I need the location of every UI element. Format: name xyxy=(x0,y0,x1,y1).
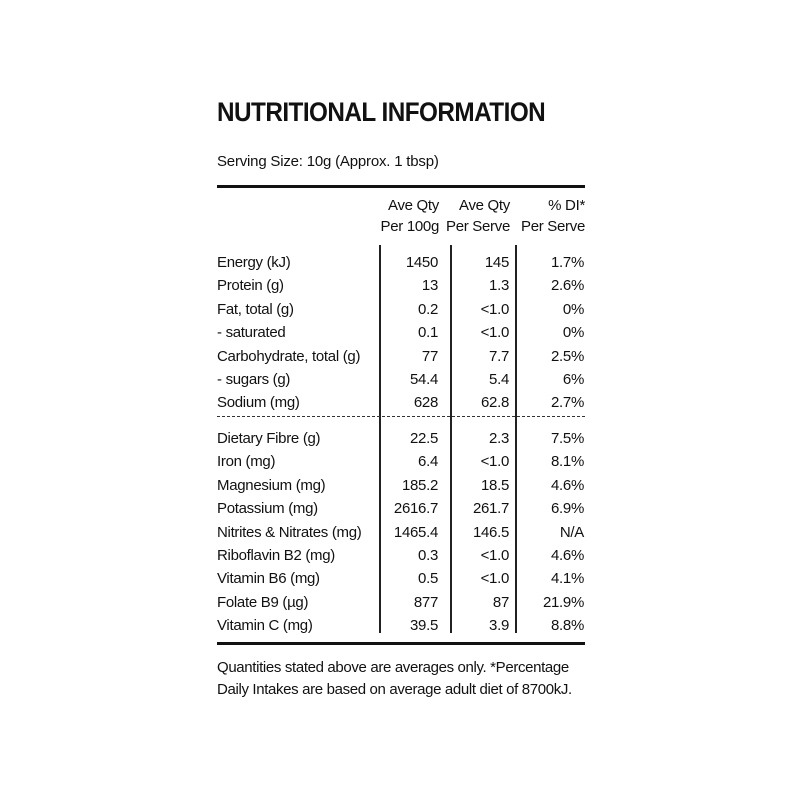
header-per-100g-line1: Ave Qty xyxy=(388,197,439,214)
qty-per-100g: 13 xyxy=(421,277,438,295)
qty-per-100g: 0.1 xyxy=(418,324,438,342)
nutrition-panel xyxy=(217,0,587,800)
qty-per-100g: 628 xyxy=(413,394,438,412)
qty-per-serve: 1.3 xyxy=(489,277,509,295)
qty-per-serve: 3.9 xyxy=(489,617,509,635)
qty-per-serve: 5.4 xyxy=(489,370,509,388)
qty-per-100g: 39.5 xyxy=(410,617,438,635)
table-row xyxy=(217,474,585,497)
table-row xyxy=(217,321,585,344)
qty-per-serve: 261.7 xyxy=(472,500,509,518)
percent-daily-intake: 2.7% xyxy=(551,394,584,412)
table-row xyxy=(217,427,585,450)
qty-per-serve: <1.0 xyxy=(480,546,509,564)
table-row xyxy=(217,567,585,590)
qty-per-serve: 87 xyxy=(492,593,509,611)
header-per-serve-line1: Ave Qty xyxy=(459,197,510,214)
nutrient-name: Fat, total (g) xyxy=(217,300,294,318)
nutrient-group-micro xyxy=(217,427,585,638)
qty-per-100g: 77 xyxy=(421,347,438,365)
qty-per-serve: 145 xyxy=(484,254,509,271)
table-row xyxy=(217,521,585,544)
serving-size: Serving Size: 10g (Approx. 1 tbsp) xyxy=(217,153,439,170)
qty-per-serve: <1.0 xyxy=(480,453,509,471)
percent-daily-intake: 2.5% xyxy=(551,347,584,365)
qty-per-100g: 2616.7 xyxy=(393,500,438,518)
qty-per-100g: 1465.4 xyxy=(393,523,438,541)
top-rule xyxy=(217,185,585,188)
percent-daily-intake: 0% xyxy=(562,300,584,318)
table-row xyxy=(217,368,585,391)
nutrient-group-main xyxy=(217,251,585,415)
table-row xyxy=(217,544,585,567)
table-row xyxy=(217,298,585,321)
header-percent-di-line1: % DI* xyxy=(548,197,585,214)
nutrient-name: Potassium (mg) xyxy=(217,500,318,518)
header-percent-di xyxy=(510,195,585,237)
nutrient-name: - sugars (g) xyxy=(217,370,291,388)
qty-per-100g: 0.2 xyxy=(418,300,438,318)
table-row xyxy=(217,591,585,614)
qty-per-100g: 22.5 xyxy=(410,430,438,447)
qty-per-serve: 18.5 xyxy=(481,476,509,494)
dashed-divider xyxy=(217,416,585,417)
percent-daily-intake: 8.1% xyxy=(551,453,584,471)
percent-daily-intake: 8.8% xyxy=(551,617,584,635)
nutrient-name: - saturated xyxy=(217,324,286,342)
percent-daily-intake: 0% xyxy=(562,324,584,342)
qty-per-serve: <1.0 xyxy=(480,324,509,342)
nutrient-name: Folate B9 (µg) xyxy=(217,593,309,611)
header-per-100g-line2: Per 100g xyxy=(380,218,439,235)
qty-per-serve: 7.7 xyxy=(489,347,509,365)
qty-per-100g: 185.2 xyxy=(401,476,438,494)
nutrient-name: Vitamin B6 (mg) xyxy=(217,570,320,588)
table-row xyxy=(217,251,585,274)
footnote xyxy=(217,657,572,701)
nutrient-name: Carbohydrate, total (g) xyxy=(217,347,361,365)
footnote-line-1: Quantities stated above are averages only. *Percentage xyxy=(217,659,569,676)
qty-per-serve: <1.0 xyxy=(480,570,509,588)
percent-daily-intake: 4.1% xyxy=(551,570,584,588)
qty-per-100g: 1450 xyxy=(405,254,438,271)
qty-per-100g: 0.5 xyxy=(418,570,438,588)
header-per-100g xyxy=(362,195,439,237)
header-per-serve-line2: Per Serve xyxy=(446,218,510,235)
nutrient-name: Sodium (mg) xyxy=(217,394,300,412)
nutrient-name: Magnesium (mg) xyxy=(217,476,326,494)
qty-per-100g: 877 xyxy=(413,593,438,611)
percent-daily-intake: 4.6% xyxy=(551,476,584,494)
qty-per-serve: <1.0 xyxy=(480,300,509,318)
table-row xyxy=(217,345,585,368)
qty-per-100g: 6.4 xyxy=(418,453,438,471)
header-percent-di-line2: Per Serve xyxy=(521,218,585,235)
percent-daily-intake: 21.9% xyxy=(542,593,584,611)
qty-per-serve: 62.8 xyxy=(481,394,509,412)
nutrient-name: Dietary Fibre (g) xyxy=(217,430,321,447)
nutrient-name: Nitrites & Nitrates (mg) xyxy=(217,523,362,541)
panel-title: NUTRITIONAL INFORMATION xyxy=(217,97,546,127)
percent-daily-intake: 6% xyxy=(562,370,584,388)
percent-daily-intake: 4.6% xyxy=(551,546,584,564)
table-row xyxy=(217,450,585,473)
percent-daily-intake: 2.6% xyxy=(551,277,584,295)
qty-per-serve: 146.5 xyxy=(472,523,509,541)
percent-daily-intake: 7.5% xyxy=(551,430,584,447)
table-row xyxy=(217,274,585,297)
bottom-rule xyxy=(217,642,585,645)
qty-per-100g: 54.4 xyxy=(410,370,438,388)
percent-daily-intake: 6.9% xyxy=(551,500,584,518)
nutrient-name: Energy (kJ) xyxy=(217,254,291,271)
nutrient-name: Iron (mg) xyxy=(217,453,276,471)
percent-daily-intake: 1.7% xyxy=(551,254,584,271)
header-per-serve xyxy=(439,195,510,237)
table-row xyxy=(217,614,585,637)
percent-daily-intake: N/A xyxy=(559,523,584,541)
nutrient-name: Protein (g) xyxy=(217,277,284,295)
qty-per-serve: 2.3 xyxy=(489,430,509,447)
nutrient-name: Riboflavin B2 (mg) xyxy=(217,546,335,564)
nutrient-name: Vitamin C (mg) xyxy=(217,617,313,635)
qty-per-100g: 0.3 xyxy=(418,546,438,564)
footnote-line-2: Daily Intakes are based on average adult diet of 8700kJ. xyxy=(217,681,572,698)
table-row xyxy=(217,497,585,520)
table-row xyxy=(217,391,585,414)
